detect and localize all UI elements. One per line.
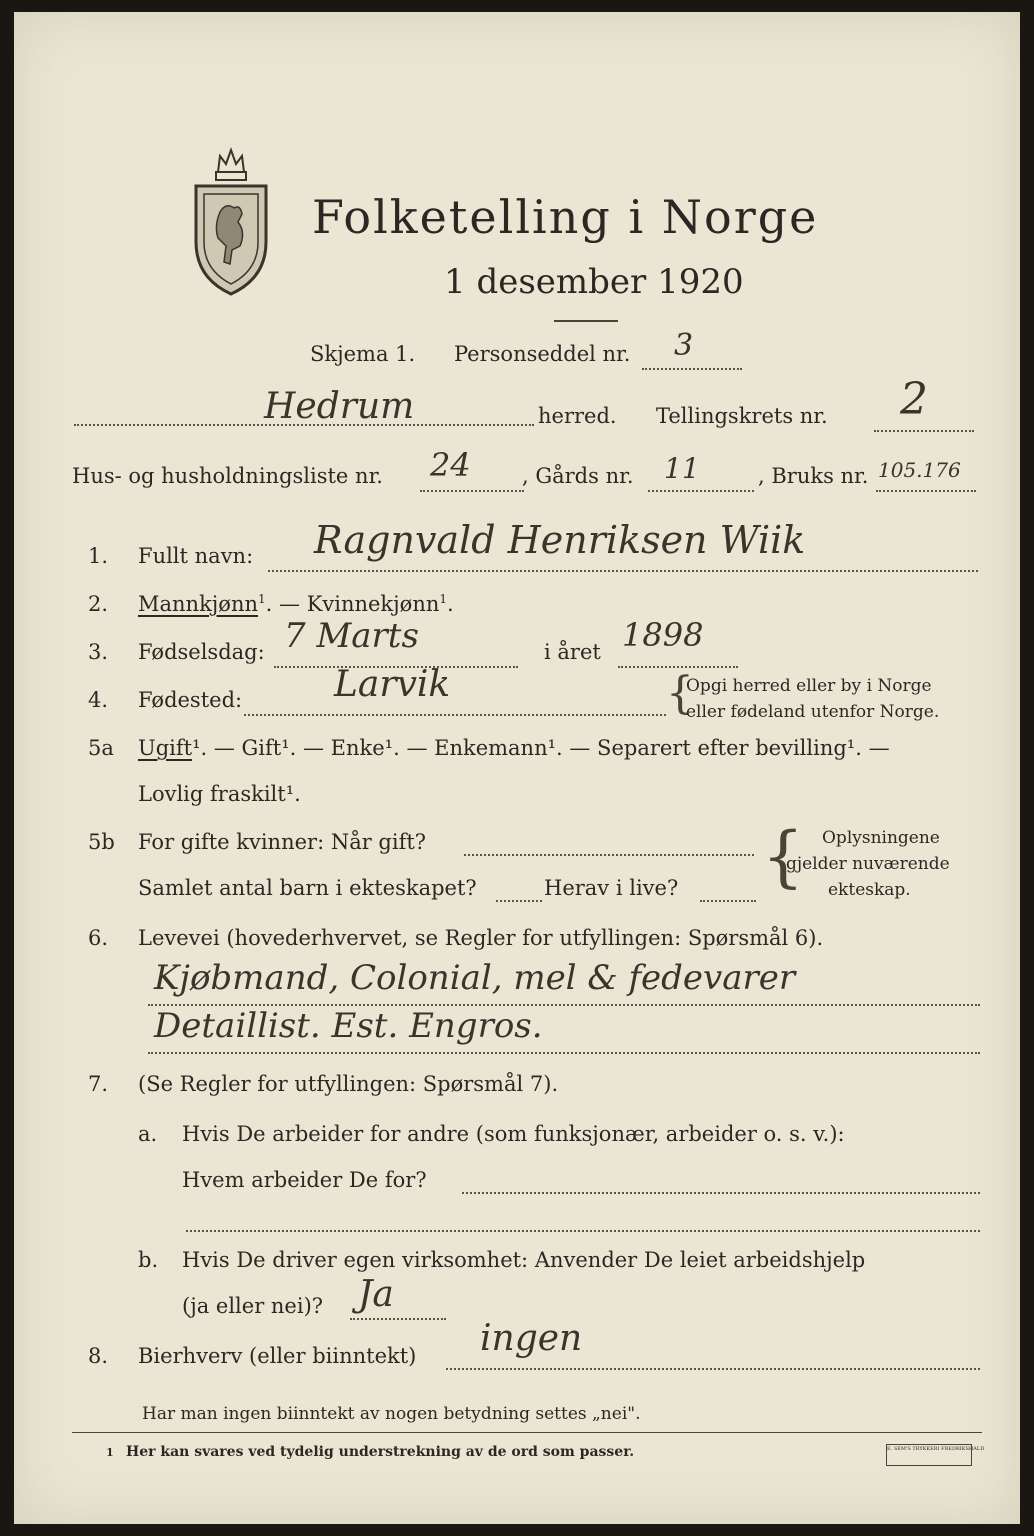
married-when-line[interactable] xyxy=(464,854,754,856)
tellingskrets-label: Tellingskrets nr. xyxy=(656,404,828,428)
q7a-number: a. xyxy=(138,1122,158,1146)
gender-end: . xyxy=(447,592,454,616)
coat-of-arms-icon xyxy=(190,142,272,302)
birth-year-value[interactable]: 1898 xyxy=(622,616,704,654)
q8-label: Bierhverv (eller biinntekt) xyxy=(138,1344,417,1368)
bruks-line xyxy=(876,490,976,492)
year-label: i året xyxy=(544,640,601,664)
gender-separator: . — xyxy=(265,592,307,616)
q1-label: Fullt navn: xyxy=(138,544,254,568)
census-form-sheet xyxy=(14,12,1020,1524)
q7-label: (Se Regler for utfyllingen: Spørsmål 7). xyxy=(138,1072,559,1096)
gards-label: , Gårds nr. xyxy=(522,464,634,488)
gender-male-option[interactable]: Mannkjønn xyxy=(138,592,259,616)
children-line[interactable] xyxy=(496,900,542,902)
bruks-label: , Bruks nr. xyxy=(758,464,869,488)
q5a-number: 5a xyxy=(88,736,114,760)
q6-label: Levevei (hovederhvervet, se Regler for utfyllingen: Spørsmål 6). xyxy=(138,926,824,950)
q3-number: 3. xyxy=(88,640,109,664)
q5b-note3: ekteskap. xyxy=(828,880,911,900)
q4-label: Fødested: xyxy=(138,688,243,712)
q7b-question: (ja eller nei)? xyxy=(182,1294,324,1318)
hus-label: Hus- og husholdningsliste nr. xyxy=(72,464,383,488)
personseddel-value[interactable]: 3 xyxy=(674,328,694,363)
occupation-value-1[interactable]: Kjøbmand, Colonial, mel & fedevarer xyxy=(154,958,796,998)
employer-line[interactable] xyxy=(462,1192,980,1194)
q3-label: Fødselsdag: xyxy=(138,640,265,664)
hus-line xyxy=(420,490,524,492)
footnote-text: Her kan svares ved tydelig understrekning av de ord som passer. xyxy=(126,1444,635,1460)
gards-line xyxy=(648,490,754,492)
q4-note-line2: eller fødeland utenfor Norge. xyxy=(686,702,940,722)
q4-line xyxy=(244,714,666,716)
q7a-question: Hvem arbeider De for? xyxy=(182,1168,427,1192)
personseddel-label: Personseddel nr. xyxy=(454,342,631,366)
status-ugift-option[interactable]: Ugift xyxy=(138,736,193,760)
hired-help-value[interactable]: Ja xyxy=(358,1274,394,1315)
employer-line2[interactable] xyxy=(186,1230,980,1232)
tellingskrets-line xyxy=(874,430,974,432)
brace-icon: { xyxy=(762,818,804,895)
q4-number: 4. xyxy=(88,688,109,712)
hired-help-line xyxy=(350,1318,446,1320)
tellingskrets-value[interactable]: 2 xyxy=(900,374,928,425)
q5b-children-label: Samlet antal barn i ekteskapet? xyxy=(138,876,477,900)
q5b-line1: For gifte kvinner: Når gift? xyxy=(138,830,427,854)
q4-note-line1: Opgi herred eller by i Norge xyxy=(686,676,932,696)
q7a-text: Hvis De arbeider for andre (som funksjonær, arbeider o. s. v.): xyxy=(182,1122,845,1146)
q5b-note2: gjelder nuværende xyxy=(786,854,950,874)
q8-line xyxy=(446,1368,980,1370)
q7b-number: b. xyxy=(138,1248,159,1272)
q5b-alive-label: Herav i live? xyxy=(544,876,679,900)
skjema-label: Skjema 1. xyxy=(310,342,416,366)
hus-value[interactable]: 24 xyxy=(430,446,471,484)
personseddel-line xyxy=(642,368,742,370)
bruks-value[interactable]: 105.176 xyxy=(878,458,961,482)
birthday-value[interactable]: 7 Marts xyxy=(284,616,419,656)
full-name-value[interactable]: Ragnvald Henriksen Wiik xyxy=(314,518,806,562)
q1-line xyxy=(268,570,978,572)
title-divider xyxy=(554,320,618,322)
q5b-note1: Oplysningene xyxy=(822,828,940,848)
q2-number: 2. xyxy=(88,592,109,616)
footnote-mark: 1 xyxy=(258,592,266,606)
footer-divider xyxy=(72,1432,982,1433)
status-fraskilt-option[interactable]: Lovlig fraskilt¹. xyxy=(138,782,301,806)
occupation-value-2[interactable]: Detaillist. Est. Engros. xyxy=(154,1006,543,1046)
gards-value[interactable]: 11 xyxy=(664,452,700,485)
brace-icon: { xyxy=(666,668,694,719)
footnote-number: 1 xyxy=(106,1446,114,1459)
q5a-row xyxy=(138,736,890,760)
status-options[interactable]: ¹. — Gift¹. — Enke¹. — Enkemann¹. — Separert efter bevilling¹. — xyxy=(192,736,890,760)
occupation-line2 xyxy=(148,1052,980,1054)
form-date: 1 desember 1920 xyxy=(444,262,744,302)
q7b-text: Hvis De driver egen virksomhet: Anvender De leiet arbeidshjelp xyxy=(182,1248,866,1272)
q6-number: 6. xyxy=(88,926,109,950)
q5b-number: 5b xyxy=(88,830,115,854)
printer-stamp: E. SEM'S TRYKKERI FREDRIKSHALD xyxy=(886,1444,972,1466)
herred-label: herred. xyxy=(538,404,617,428)
q8-number: 8. xyxy=(88,1344,109,1368)
footer-note: Har man ingen biinntekt av nogen betydning settes „nei". xyxy=(142,1404,641,1424)
herred-value[interactable]: Hedrum xyxy=(264,386,415,427)
alive-line[interactable] xyxy=(700,900,756,902)
q2-gender-row xyxy=(138,592,454,616)
footnote-mark: 1 xyxy=(439,592,448,606)
side-income-value[interactable]: ingen xyxy=(480,1318,583,1359)
birthplace-value[interactable]: Larvik xyxy=(334,664,451,705)
form-title: Folketelling i Norge xyxy=(312,190,819,244)
q1-number: 1. xyxy=(88,544,109,568)
q7-number: 7. xyxy=(88,1072,109,1096)
gender-female-option[interactable]: Kvinnekjønn xyxy=(306,592,440,616)
